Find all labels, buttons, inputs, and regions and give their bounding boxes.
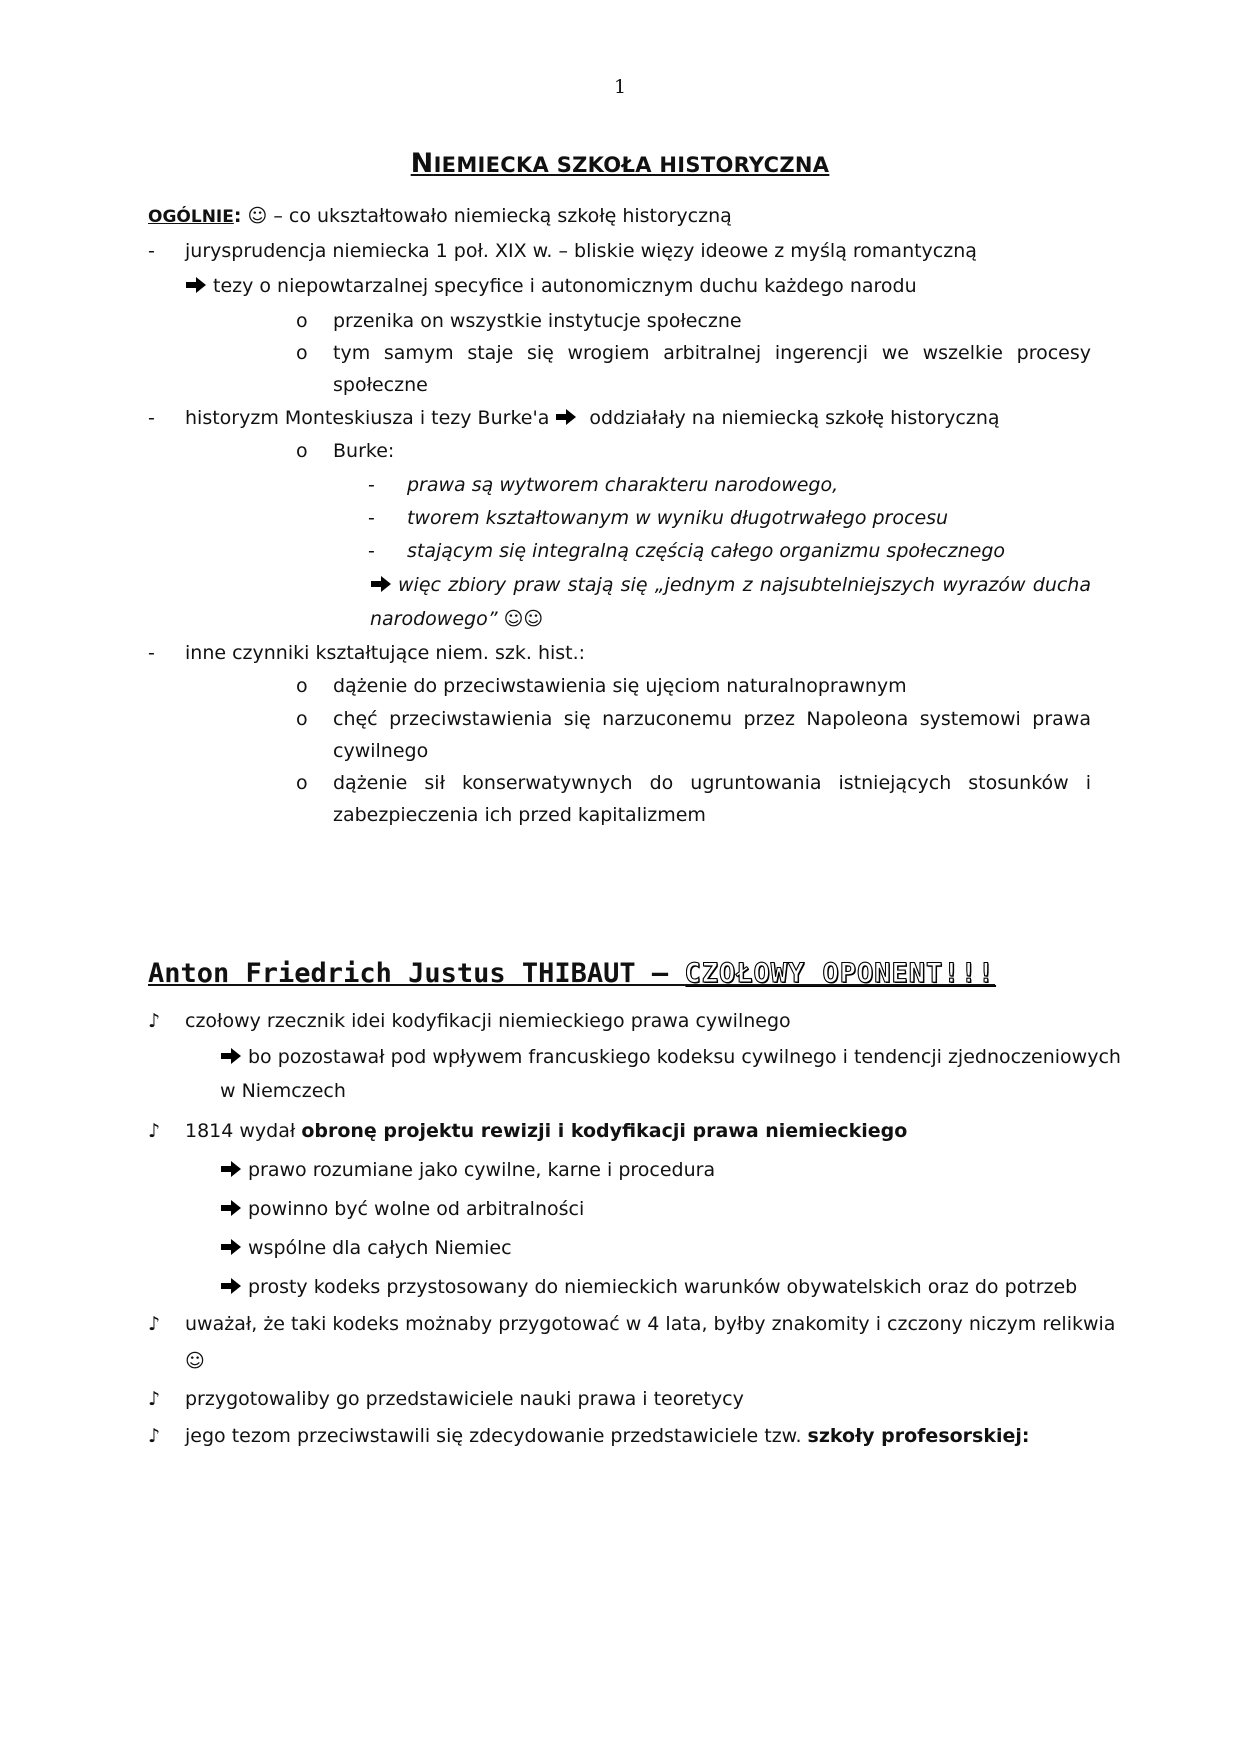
arrow-right-icon <box>220 1274 248 1300</box>
list-item-continuation: w Niemczech <box>220 1080 346 1102</box>
intro-colon: : <box>233 205 242 227</box>
list-item <box>185 1423 1030 1449</box>
list-item-text: tezy o niepowtarzalnej specyfice i autonomicznym duchu każdego narodu <box>213 275 917 297</box>
list-item: dążenie do przeciwstawienia się ujęciom naturalnoprawnym <box>333 675 907 697</box>
list-item <box>220 1196 584 1222</box>
list-item <box>370 572 1091 598</box>
arrow-right-icon <box>370 572 398 598</box>
list-item: jurysprudencja niemiecka 1 poł. XIX w. – bliskie więzy ideowe z myślą romantyczną <box>185 240 977 262</box>
list-item: tworem kształtowanym w wyniku długotrwałego procesu <box>407 507 949 529</box>
music-note-icon: ♪ <box>148 1425 161 1447</box>
title-first-letter: N <box>410 148 434 179</box>
arrow-right-icon <box>220 1235 248 1261</box>
list-item: przenika on wszystkie instytucje społeczne <box>333 310 742 332</box>
section-heading <box>148 958 995 989</box>
section-name: Anton Friedrich Justus THIBAUT – <box>148 958 685 989</box>
circle-marker: o <box>296 772 308 794</box>
circle-marker: o <box>296 708 308 730</box>
list-item-continuation: cywilnego <box>333 740 429 762</box>
list-item <box>220 1235 512 1261</box>
list-item-bold: obronę projektu rewizji i kodyfikacji prawa niemieckiego <box>301 1120 908 1142</box>
circle-marker: o <box>296 440 308 462</box>
page-title <box>0 148 1240 179</box>
list-item <box>220 1274 1077 1300</box>
circle-marker: o <box>296 310 308 332</box>
arrow-right-icon <box>220 1157 248 1183</box>
smiley-icon: ☺ <box>185 1350 205 1372</box>
list-item-text: bo pozostawał pod wpływem francuskiego kodeksu cywilnego i tendencji zjednoczeniowych <box>248 1046 1121 1068</box>
list-item: chęć przeciwstawienia się narzuconemu przez Napoleona systemowi prawa <box>333 708 1091 730</box>
section-tag: CZOŁOWY OPONENT!!! <box>684 958 996 989</box>
page-number: 1 <box>613 76 627 98</box>
intro-line <box>148 203 732 230</box>
dash-marker: - <box>148 642 155 664</box>
list-item: Burke: <box>333 440 395 462</box>
arrow-right-icon <box>555 405 583 431</box>
music-note-icon: ♪ <box>148 1010 161 1032</box>
list-item-text: powinno być wolne od arbitralności <box>248 1198 585 1220</box>
list-item-text: prosty kodeks przystosowany do niemieckich warunków obywatelskich oraz do potrzeb <box>248 1276 1078 1298</box>
list-item <box>185 273 917 299</box>
list-item-continuation: zabezpieczenia ich przed kapitalizmem <box>333 804 706 826</box>
dash-marker: - <box>148 240 155 262</box>
music-note-icon: ♪ <box>148 1120 161 1142</box>
list-item: inne czynniki kształtujące niem. szk. hist.: <box>185 642 586 664</box>
list-item-bold: szkoły profesorskiej: <box>807 1425 1030 1447</box>
dash-marker: - <box>368 474 375 496</box>
list-item <box>220 1157 715 1183</box>
list-item: dążenie sił konserwatywnych do ugruntowania istniejących stosunków i <box>333 772 1091 794</box>
music-note-icon: ♪ <box>148 1388 161 1410</box>
circle-marker: o <box>296 342 308 364</box>
list-item-text: oddziałały na niemiecką szkołę historyczną <box>583 407 1000 429</box>
list-item <box>185 1118 907 1144</box>
list-item: uważał, że taki kodeks możnaby przygotować w 4 lata, byłby znakomity i czczony niczym relikwia <box>185 1313 1116 1335</box>
list-item: prawa są wytworem charakteru narodowego, <box>407 474 839 496</box>
arrow-right-icon <box>220 1196 248 1222</box>
circle-marker: o <box>296 675 308 697</box>
list-item-text: wspólne dla całych Niemiec <box>248 1237 512 1259</box>
dash-marker: - <box>368 507 375 529</box>
list-item: stającym się integralną częścią całego organizmu społecznego <box>407 540 1005 562</box>
arrow-right-icon <box>220 1044 248 1070</box>
list-item-text: historyzm Monteskiusza i tezy Burke'a <box>185 407 556 429</box>
list-item <box>220 1044 1121 1070</box>
list-item-continuation: narodowego” ☺☺ <box>370 608 544 630</box>
title-rest: IEMIECKA SZKOŁA HISTORYCZNA <box>433 153 830 177</box>
intro-text: – co ukształtowało niemiecką szkołę historyczną <box>267 205 732 227</box>
dash-marker: - <box>148 407 155 429</box>
list-item-text: 1814 wydał <box>185 1120 302 1142</box>
intro-label: OGÓLNIE <box>148 207 234 227</box>
list-item-text: więc zbiory praw stają się „jednym z najsubtelniejszych wyrazów ducha <box>398 574 1091 596</box>
list-item-text: jego tezom przeciwstawili się zdecydowanie przedstawiciele tzw. <box>185 1425 808 1447</box>
list-item: przygotowaliby go przedstawiciele nauki prawa i teoretycy <box>185 1388 744 1410</box>
smiley-icon: ☺ <box>247 205 268 227</box>
music-note-icon: ♪ <box>148 1313 161 1335</box>
list-item <box>185 405 1000 431</box>
dash-marker: - <box>368 540 375 562</box>
list-item: tym samym staje się wrogiem arbitralnej ingerencji we wszelkie procesy <box>333 342 1091 364</box>
list-item: czołowy rzecznik idei kodyfikacji niemieckiego prawa cywilnego <box>185 1010 791 1032</box>
list-item-continuation: społeczne <box>333 374 428 396</box>
arrow-right-icon <box>185 273 213 299</box>
list-item-text: prawo rozumiane jako cywilne, karne i procedura <box>248 1159 716 1181</box>
